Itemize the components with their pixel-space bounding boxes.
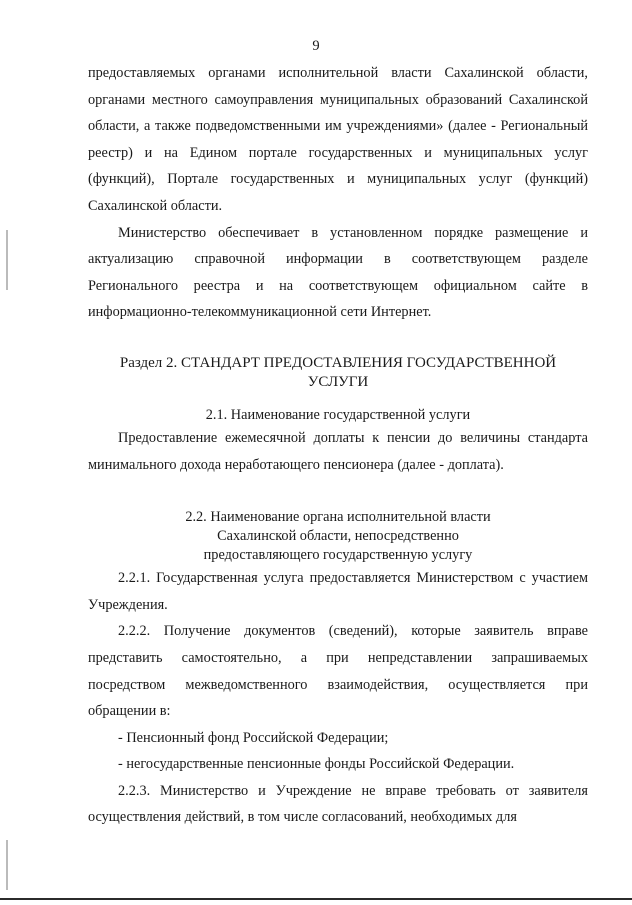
paragraph-ministry-info: Министерство обеспечивает в установленном порядке размещение и актуализацию справочной информации в соответствующем разделе Регионального реестра и на соответствующем официальном сайте в информационно-телекоммуникационной сети Интернет. — [88, 224, 588, 321]
scan-edge-mark — [6, 840, 8, 890]
scan-bottom-edge — [0, 898, 632, 900]
subsection-2-2-line2: Сахалинской области, непосредственно — [217, 528, 459, 545]
section-2-heading-line1: Раздел 2. СТАНДАРТ ПРЕДОСТАВЛЕНИЯ ГОСУДАРСТВЕННОЙ — [119, 354, 557, 371]
paragraph-service-name: Предоставление ежемесячной доплаты к пенсии до величины стандарта минимального дохода неработающего пенсионера (далее - доплата). — [88, 429, 588, 473]
document-body — [88, 60, 588, 831]
section-2-heading — [88, 354, 588, 392]
scan-edge-mark — [6, 230, 8, 290]
paragraph-regional-registry: предоставляемых органами исполнительной власти Сахалинской области, органами местного самоуправления муниципальных образований Сахалинской области, а также подведомственными им учреждениями» (далее - Региональный реестр) и на Едином портале государственных и муниципальных услуг (функций), Портале государственных и муниципальных услуг (функций) Сахалинской области. — [88, 65, 588, 214]
subsection-2-2-line3: предоставляющего государственную услугу — [203, 547, 473, 564]
subsection-2-2-line1: 2.2. Наименование органа исполнительной власти — [185, 509, 491, 526]
subsection-2-2-heading — [88, 508, 588, 565]
paragraph-2-2-2: 2.2.2. Получение документов (сведений), которые заявитель вправе представить самостоятельно, а при непредставлении запрашиваемых посредством межведомственного взаимодействия, осуществляется при обращении в: — [88, 623, 588, 720]
paragraph-2-2-1: 2.2.1. Государственная услуга предоставляется Министерством с участием Учреждения. — [88, 570, 588, 613]
subsection-2-1-heading: 2.1. Наименование государственной услуги — [205, 406, 471, 423]
page-number: 9 — [312, 38, 320, 54]
list-item-nonstate-funds: - негосударственные пенсионные фонды Российской Федерации. — [118, 756, 515, 773]
section-2-heading-line2: УСЛУГИ — [307, 373, 369, 390]
list-item-pension-fund: - Пенсионный фонд Российской Федерации; — [118, 729, 389, 746]
paragraph-2-2-3: 2.2.3. Министерство и Учреждение не вправе требовать от заявителя осуществления действий, в том числе согласований, необходимых для — [88, 782, 588, 826]
